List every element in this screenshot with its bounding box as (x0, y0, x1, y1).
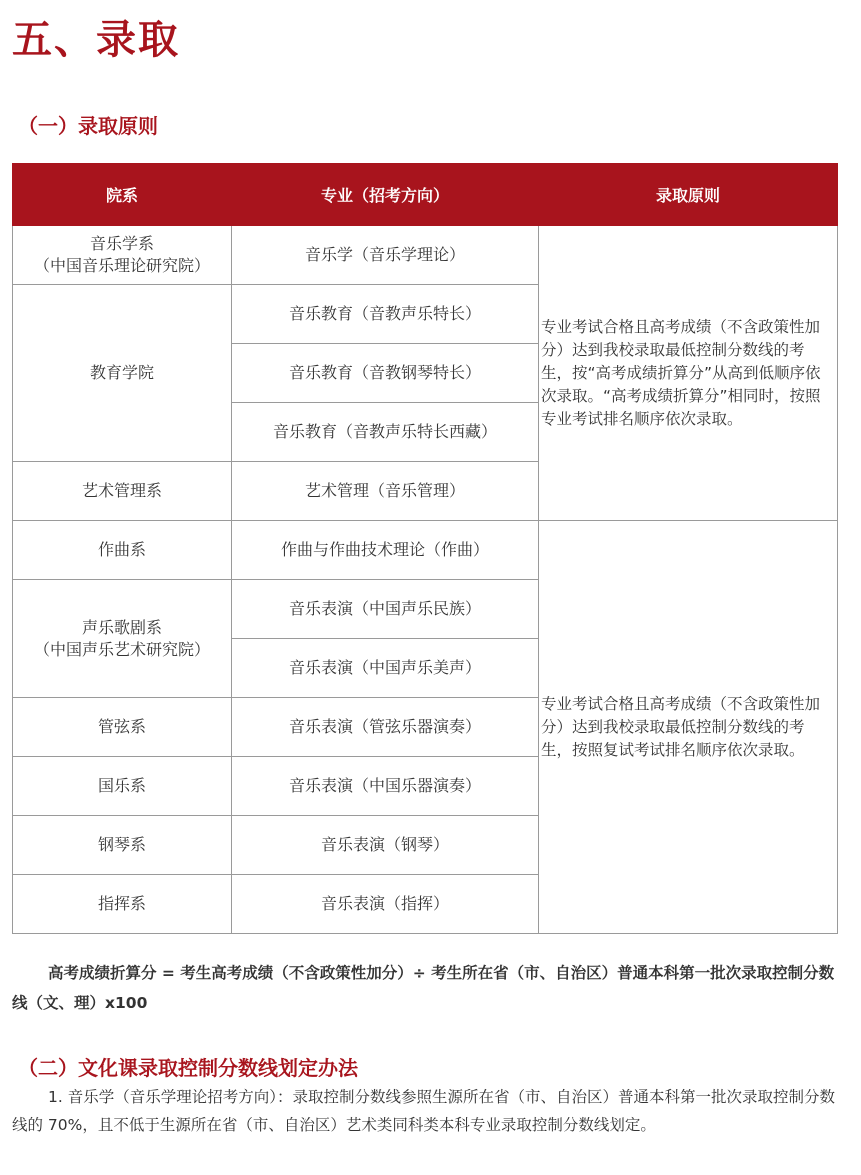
dept-cell: 教育学院 (13, 285, 232, 462)
major-cell: 音乐表演（钢琴） (232, 816, 539, 875)
dept-cell: 作曲系 (13, 521, 232, 580)
dept-cell: 钢琴系 (13, 816, 232, 875)
major-cell: 音乐表演（中国声乐美声） (232, 639, 539, 698)
dept-cell: 指挥系 (13, 875, 232, 934)
major-cell: 音乐表演（中国声乐民族） (232, 580, 539, 639)
table-row (13, 521, 838, 580)
dept-cell: 国乐系 (13, 757, 232, 816)
major-cell: 艺术管理（音乐管理） (232, 462, 539, 521)
major-cell: 音乐教育（音教声乐特长西藏） (232, 403, 539, 462)
table-row (13, 226, 838, 285)
score-formula: 高考成绩折算分 = 考生高考成绩（不含政策性加分）÷ 考生所在省（市、自治区）普通本科第一批次录取控制分数线（文、理）x100 (12, 964, 835, 1012)
dept-cell: 声乐歌剧系 （中国声乐艺术研究院） (13, 580, 232, 698)
major-cell: 音乐表演（中国乐器演奏） (232, 757, 539, 816)
major-cell: 音乐表演（指挥） (232, 875, 539, 934)
major-cell: 作曲与作曲技术理论（作曲） (232, 521, 539, 580)
major-cell: 音乐表演（管弦乐器演奏） (232, 698, 539, 757)
dept-cell: 艺术管理系 (13, 462, 232, 521)
table-header-row (13, 164, 838, 226)
principle-cell-2: 专业考试合格且高考成绩（不含政策性加分）达到我校录取最低控制分数线的考生，按照复试考试排名顺序依次录取。 (539, 521, 838, 934)
major-cell: 音乐教育（音教声乐特长） (232, 285, 539, 344)
subsection-title-cutoff-method: （二）文化课录取控制分数线划定办法 (18, 1056, 358, 1080)
section-title: 五、录取 (12, 17, 180, 63)
header-department: 院系 (13, 164, 232, 226)
admission-principles-table (12, 163, 838, 934)
dept-cell: 管弦系 (13, 698, 232, 757)
subsection-title-admission-principles: （一）录取原则 (18, 114, 158, 138)
paragraph-1: 1. 音乐学（音乐学理论招考方向）：录取控制分数线参照生源所在省（市、自治区）普通本科第一批次录取控制分数线的 70%，且不低于生源所在省（市、自治区）艺术类同科类本科专业录取控制分数线划定。 (12, 1088, 835, 1134)
header-principle: 录取原则 (539, 164, 838, 226)
major-cell: 音乐教育（音教钢琴特长） (232, 344, 539, 403)
major-cell: 音乐学（音乐学理论） (232, 226, 539, 285)
header-major: 专业（招考方向） (232, 164, 539, 226)
principle-cell-1: 专业考试合格且高考成绩（不含政策性加分）达到我校录取最低控制分数线的考生，按“高考成绩折算分”从高到低顺序依次录取。“高考成绩折算分”相同时，按照专业考试排名顺序依次录取。 (539, 226, 838, 521)
dept-cell: 音乐学系 （中国音乐理论研究院） (13, 226, 232, 285)
